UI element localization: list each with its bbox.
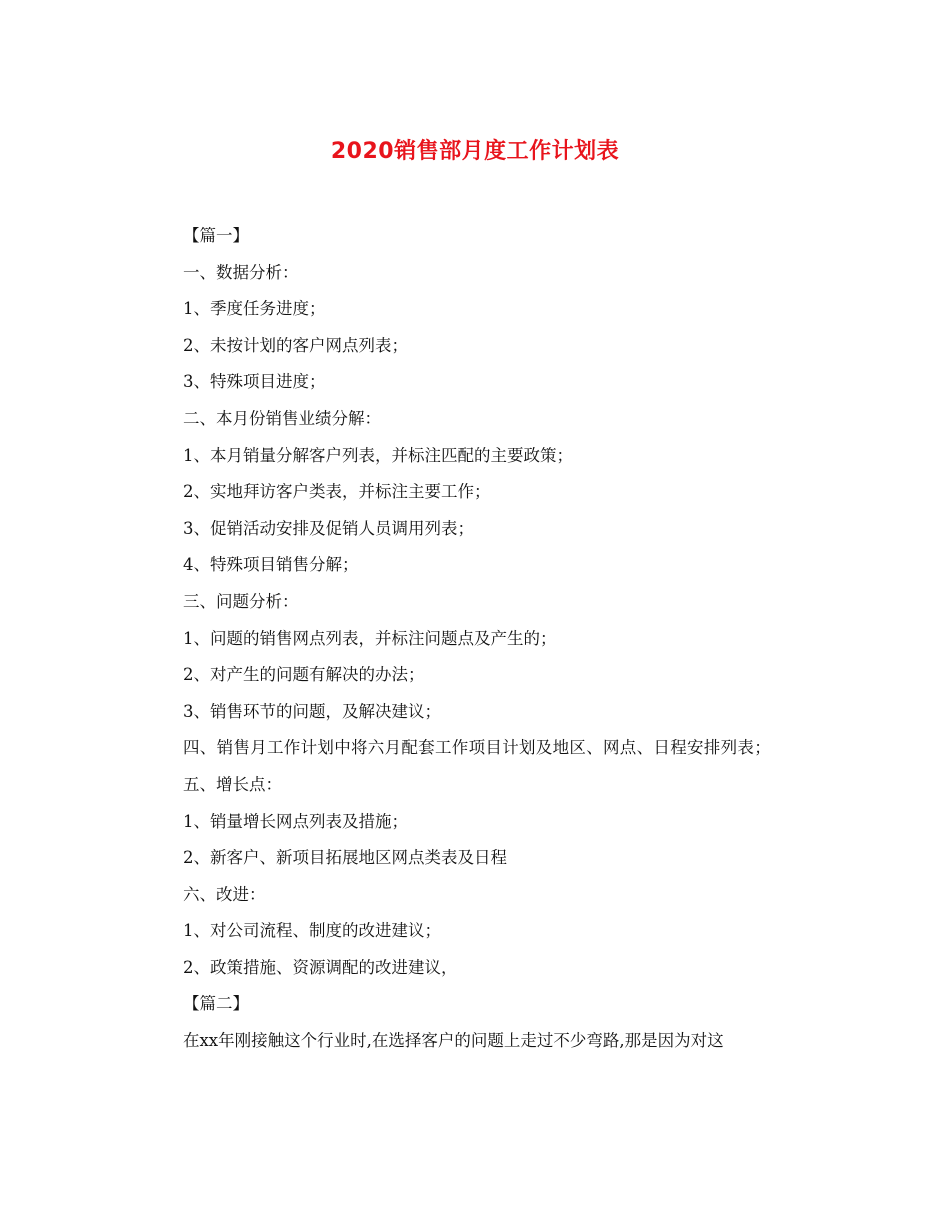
paragraph: 五、增长点： [183, 774, 282, 794]
paragraph: 2、对产生的问题有解决的办法； [183, 665, 425, 685]
paragraph: 1、问题的销售网点列表，并标注问题点及产生的； [183, 628, 557, 648]
paragraph: 三、问题分析： [183, 591, 299, 611]
paragraph: 1、本月销量分解客户列表，并标注匹配的主要政策； [183, 445, 573, 465]
paragraph: 四、销售月工作计划中将六月配套工作项目计划及地区、网点、日程安排列表； [183, 738, 771, 758]
paragraph: 【篇一】 [183, 226, 249, 245]
paragraph: 3、特殊项目进度； [183, 372, 326, 392]
paragraph: 2、未按计划的客户网点列表； [183, 335, 408, 355]
document-title: 2020销售部月度工作计划表 [330, 139, 620, 164]
paragraph: 在xx年刚接触这个行业时,在选择客户的问题上走过不少弯路,那是因为对这 [183, 1031, 724, 1051]
paragraph: 二、本月份销售业绩分解： [183, 408, 381, 428]
paragraph: 4、特殊项目销售分解； [183, 555, 359, 575]
paragraph: 1、销量增长网点列表及措施； [183, 811, 408, 831]
paragraph: 3、促销活动安排及促销人员调用列表； [183, 518, 474, 538]
paragraph: 1、季度任务进度； [183, 299, 326, 319]
paragraph: 一、数据分析： [183, 262, 299, 282]
paragraph: 2、新客户、新项目拓展地区网点类表及日程 [183, 848, 507, 868]
paragraph: 1、对公司流程、制度的改进建议； [183, 921, 441, 941]
paragraph: 【篇二】 [183, 994, 249, 1014]
paragraph: 3、销售环节的问题，及解决建议； [183, 701, 441, 721]
document-body [145, 218, 805, 1060]
paragraph: 六、改进： [183, 884, 266, 904]
paragraph: 2、实地拜访客户类表，并标注主要工作； [183, 482, 491, 502]
paragraph: 2、政策措施、资源调配的改进建议， [183, 957, 458, 977]
